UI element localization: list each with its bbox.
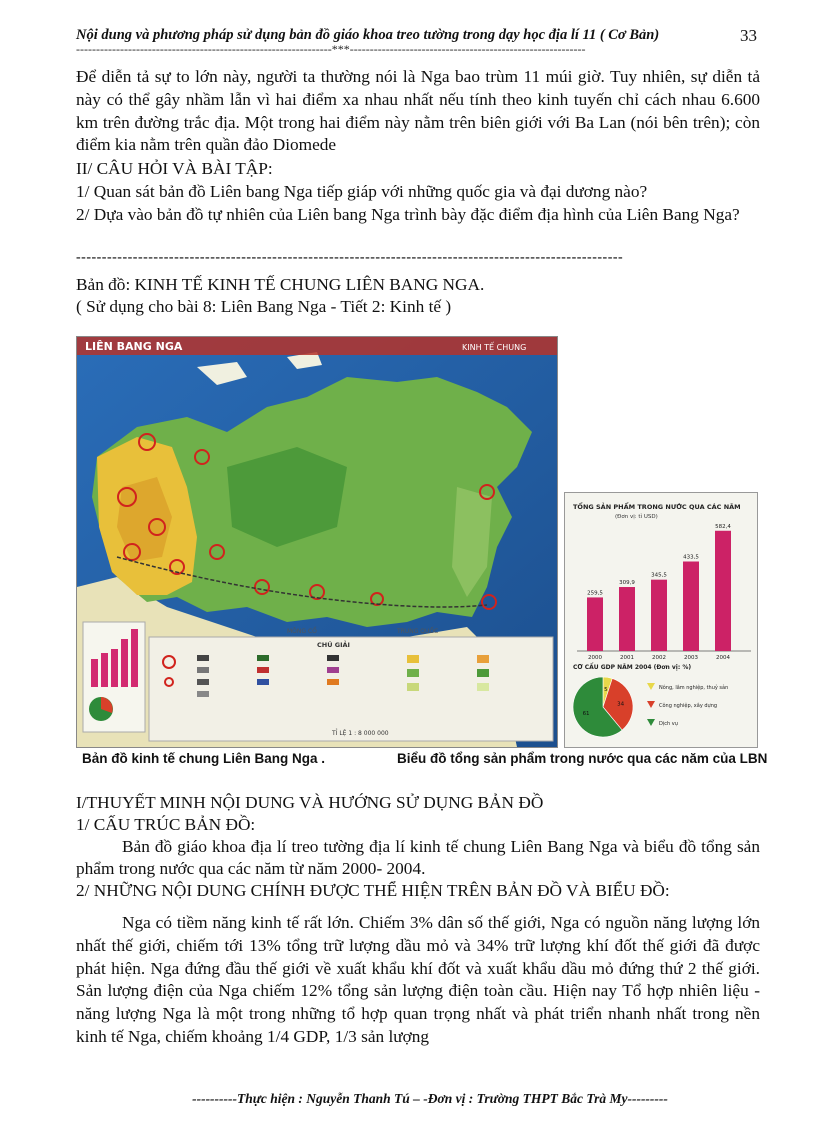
legend-swatch bbox=[327, 679, 339, 685]
chart-ylabel: (Đơn vị: tỉ USD) bbox=[615, 514, 658, 520]
gdp-bar-value-label: 433,5 bbox=[683, 554, 699, 561]
gdp-bar-year-label: 2003 bbox=[684, 655, 698, 661]
gdp-pie-value-label: 34 bbox=[617, 701, 625, 708]
section-separator: ---------------------------------------------------------------------------------------------------------- bbox=[76, 250, 624, 265]
inset-bar bbox=[121, 639, 128, 687]
intro-text: Để diễn tả sự to lớn này, người ta thường nói là Nga bao trùm 11 múi giờ. Tuy nhiên, sự diễn tả này có thể gây nhầm lẫn vì hai điểm xa nhau nhất nếu tính theo kinh tuyến chỉ cách nhau 6.600 km trên đường trắc địa. Một trong hai điểm này nằm trên biên giới với Ba Lan (nói bên trên); còn điểm kia nằm trên quần đảo Diomede bbox=[76, 67, 760, 155]
russia-economic-map bbox=[76, 336, 558, 748]
gdp-pie-value-label: 61 bbox=[582, 711, 590, 718]
gdp-bar-2004 bbox=[715, 531, 731, 651]
pie-legend-label: Nông, lâm nghiệp, thuỷ sản bbox=[659, 685, 729, 691]
legend-swatch bbox=[197, 655, 209, 661]
chart-caption: Biểu đồ tổng sản phẩm trong nước qua các năm của LBN bbox=[397, 751, 768, 766]
legend-swatch bbox=[257, 655, 269, 661]
legend-swatch bbox=[327, 655, 339, 661]
section-1-body-text: Nga có tiềm năng kinh tế rất lớn. Chiếm 3% dân số thế giới, Nga có nguồn năng lượng lớn nhất thế giới, chiếm tới 13% tổng trữ lượng dầu mỏ và 34% trữ lượng khí đốt thế giới đã được phát hiện. Nga đứng đầu thế giới về xuất khẩu khí đốt và xuất khẩu dầu mỏ đứng thứ 2 thế giới. Sản lượng điện của Nga chiếm 12% tổng sản lượng điện toàn cầu. Hiện nay Tổ hợp nhiên liệu - năng lượng Nga là một trong những tổ hợp quan trọng nhất và phát triển nhanh nhất trong nền kinh tế Nga, chiếm khoảng 1/4 GDP, 1/3 sản lượng bbox=[76, 913, 760, 1046]
gdp-bar-value-label: 345,5 bbox=[651, 572, 667, 579]
map-legend-box bbox=[149, 637, 553, 741]
map-section-title: Bản đồ: KINH TẾ KINH TẾ CHUNG LIÊN BANG NGA. bbox=[76, 275, 485, 294]
legend-swatch bbox=[197, 679, 209, 685]
gdp-bar-value-label: 582,4 bbox=[715, 523, 731, 530]
legend-swatch bbox=[477, 683, 489, 691]
legend-swatch bbox=[477, 669, 489, 677]
page-footer: ----------Thực hiện : Nguyễn Thanh Tú – -Đơn vị : Trường THPT Bắc Trà My--------- bbox=[192, 1091, 668, 1106]
question-2: 2/ Dựa vào bản đồ tự nhiên của Liên bang Nga trình bày đặc điểm địa hình của Liên Bang Nga? bbox=[76, 204, 740, 224]
gdp-bar-2002 bbox=[651, 580, 667, 651]
legend-swatch bbox=[477, 655, 489, 663]
map-subtitle: KINH TẾ CHUNG bbox=[462, 343, 527, 352]
map-scale: TỈ LỆ 1 : 8 000 000 bbox=[332, 730, 389, 737]
question-1: 1/ Quan sát bản đồ Liên bang Nga tiếp giáp với những quốc gia và đại dương nào? bbox=[76, 181, 648, 201]
gdp-bar-year-label: 2001 bbox=[620, 655, 634, 661]
legend-swatch bbox=[197, 667, 209, 673]
map-illustration bbox=[77, 337, 557, 747]
section-1 bbox=[76, 792, 766, 902]
inset-bar bbox=[131, 629, 138, 687]
page-header-title: Nội dung và phương pháp sử dụng bản đồ giáo khoa treo tường trong dạy học địa lí 11 ( Cơ Bản) bbox=[76, 27, 660, 43]
questions-block bbox=[76, 158, 760, 226]
pie-legend-swatch bbox=[647, 719, 655, 726]
map-section-heading bbox=[76, 274, 766, 318]
gdp-bar-year-label: 2002 bbox=[652, 655, 666, 661]
gdp-chart bbox=[565, 493, 757, 747]
map-legend-title: CHÚ GIẢI bbox=[317, 641, 350, 649]
gdp-chart-panel bbox=[564, 492, 758, 748]
header-rule: ----------------------------------------------------------------***----------------------------------------------------------- bbox=[76, 42, 586, 56]
map-title: LIÊN BANG NGA bbox=[85, 340, 183, 353]
pie-legend-swatch bbox=[647, 701, 655, 708]
section-1-sub2: 2/ NHỮNG NỘI DUNG CHÍNH ĐƯỢC THỂ HIỆN TRÊN BẢN ĐỒ VÀ BIỂU ĐỒ: bbox=[76, 881, 670, 900]
legend-swatch bbox=[407, 683, 419, 691]
section-1-body bbox=[76, 912, 760, 1049]
gdp-bar-year-label: 2000 bbox=[588, 655, 602, 661]
questions-heading: II/ CÂU HỎI VÀ BÀI TẬP: bbox=[76, 159, 273, 178]
map-label-china: TRUNG QUỐC bbox=[397, 628, 439, 635]
section-1-heading: I/THUYẾT MINH NỘI DUNG VÀ HƯỚNG SỬ DỤNG BẢN ĐỒ bbox=[76, 793, 544, 812]
inset-bar bbox=[101, 653, 108, 687]
map-caption: Bản đồ kinh tế chung Liên Bang Nga . bbox=[82, 751, 326, 766]
section-1-sub1-text: Bản đồ giáo khoa địa lí treo tường địa lí kinh tế chung Liên Bang Nga và biểu đồ tổng sản phẩm trong nước qua các năm từ năm 2000- 2004. bbox=[76, 837, 760, 878]
legend-swatch bbox=[407, 669, 419, 677]
gdp-bar-value-label: 309,9 bbox=[619, 580, 635, 587]
pie-legend-label: Công nghiệp, xây dựng bbox=[659, 703, 718, 709]
gdp-bar-2000 bbox=[587, 597, 603, 651]
pie-legend-swatch bbox=[647, 683, 655, 690]
intro-paragraph bbox=[76, 66, 760, 157]
gdp-bar-year-label: 2004 bbox=[716, 655, 730, 661]
chart-title: TỔNG SẢN PHẨM TRONG NƯỚC QUA CÁC NĂM bbox=[573, 503, 741, 511]
gdp-bar-2003 bbox=[683, 562, 699, 651]
map-section-subtitle: ( Sử dụng cho bài 8: Liên Bang Nga - Tiết 2: Kinh tế ) bbox=[76, 297, 452, 316]
legend-swatch bbox=[257, 667, 269, 673]
gdp-bar-value-label: 259,5 bbox=[587, 590, 603, 597]
section-1-sub1: 1/ CẤU TRÚC BẢN ĐỒ: bbox=[76, 815, 256, 834]
legend-swatch bbox=[407, 655, 419, 663]
gdp-pie-value-label: 5 bbox=[604, 687, 608, 694]
inset-bar bbox=[91, 659, 98, 687]
legend-swatch bbox=[257, 679, 269, 685]
page-number: 33 bbox=[740, 26, 757, 45]
pie-legend-label: Dịch vụ bbox=[659, 721, 678, 727]
map-label-mongolia: MÔNG CỔ bbox=[287, 628, 317, 635]
gdp-bar-2001 bbox=[619, 587, 635, 651]
pie-title: CƠ CẤU GDP NĂM 2004 (Đơn vị: %) bbox=[573, 664, 692, 671]
legend-swatch bbox=[327, 667, 339, 673]
inset-bar bbox=[111, 649, 118, 687]
legend-swatch bbox=[197, 691, 209, 697]
